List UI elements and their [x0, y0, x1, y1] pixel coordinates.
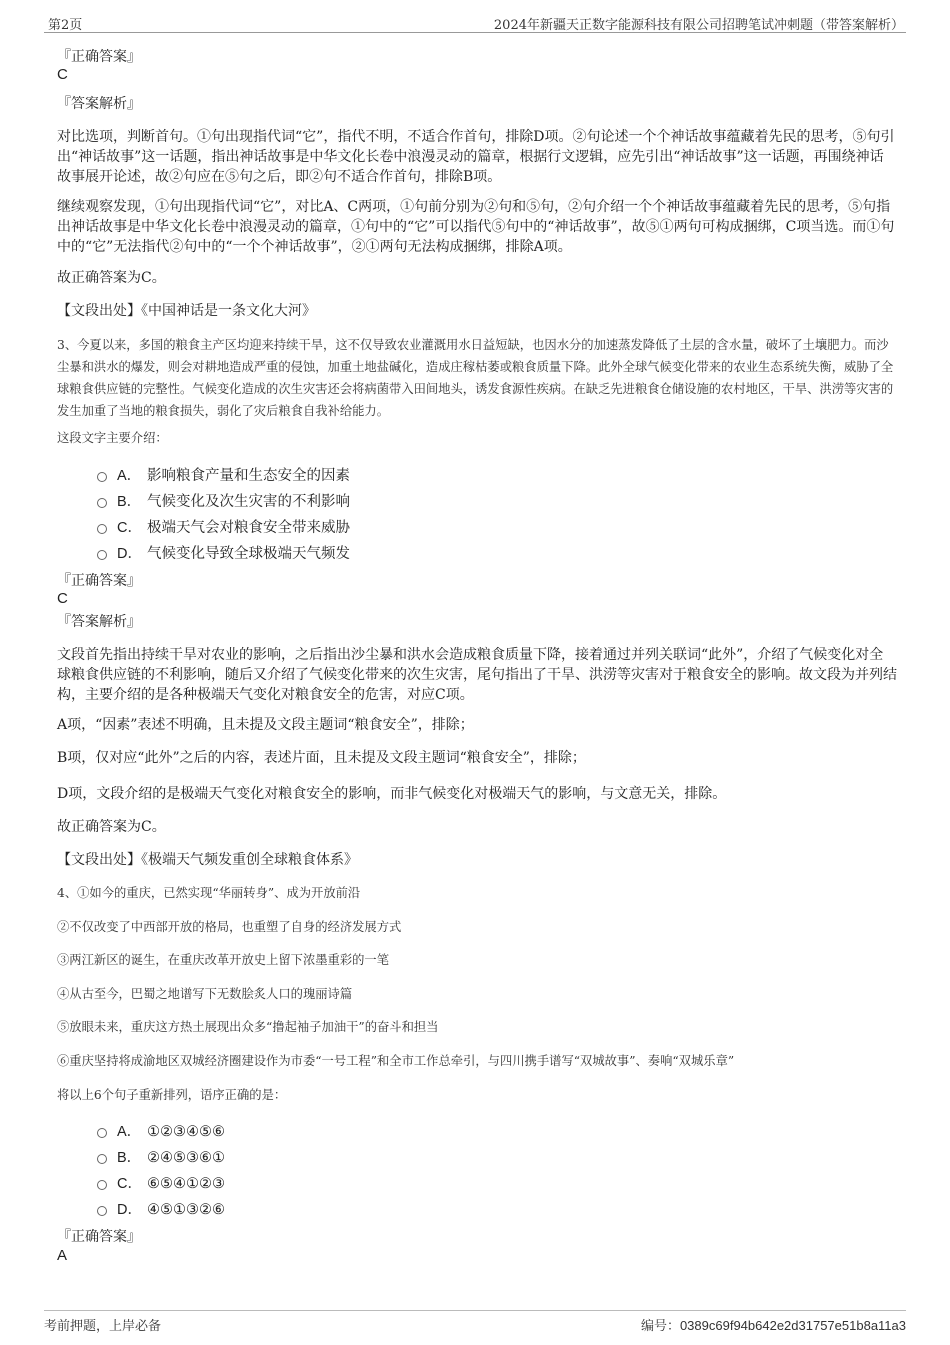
q2-analysis-p1: 对比选项，判断首句。①句出现指代词“它”，指代不明，不适合作首句，排除D项。②句论述一个个神话故事蕴藏着先民的思考，⑤句引出“神话故事”这一话题，指出神话故事是中华文化长卷中浪漫灵动的篇章，根据行文逻辑，应先引出“神话故事”这一话题，再围绕神话故事展开论述，故②句应在⑤句之后，即②句不适合作首句，排除B项。 — [57, 129, 895, 185]
q3-analysis-p3: B项，仅对应“此外”之后的内容，表述片面，且未提及文段主题词“粮食安全”，排除； — [57, 750, 586, 766]
q3-analysis-p2: A项，“因素”表述不明确，且未提及文段主题词“粮食安全”，排除； — [57, 717, 474, 733]
q3-passage: 3、今夏以来，多国的粮食主产区均迎来持续干旱，这不仅导致农业灌溉用水日益短缺，也因水分的加速蒸发降低了土层的含水量，破坏了土壤肥力。而沙尘暴和洪水的爆发，则会对耕地造成严重的侵蚀，加重土地盐碱化，造成庄稼枯萎或粮食质量下降。此外全球气候变化带来的农业生态系统失衡，威胁了全球粮食供应链的完整性。气候变化造成的次生灾害还会将病菌带入田间地头，诱发食源性疾病。在缺乏先进粮食仓储设施的农村地区，干旱、洪涝等灾害的发生加重了当地的粮食损失，弱化了灾后粮食自我补给能力。 — [57, 338, 894, 418]
q3-option-d[interactable]: D． 气候变化导致全球极端天气频发 — [97, 544, 350, 564]
q2-analysis-p3: 故正确答案为C。 — [57, 270, 166, 286]
q4-option-d[interactable]: D． ④⑤①③②⑥ — [97, 1200, 225, 1220]
q3-option-c[interactable]: C． 极端天气会对粮食安全带来威胁 — [97, 518, 350, 538]
q2-source: 【文段出处】《中国神话是一条文化大河》 — [57, 303, 316, 319]
q3-analysis-p5: 故正确答案为C。 — [57, 819, 166, 835]
q2-analysis-p2: 继续观察发现，①句出现指代词“它”，对比A、C两项，①句前分别为②句和⑤句，②句介绍一个个神话故事蕴藏着先民的思考，⑤句指出神话故事是中华文化长卷中浪漫灵动的篇章，①句中的“它”可以指代⑤句中的“神话故事”，故⑤①两句可构成捆绑，C项当选。而①句中的“它”无法指代②句中的“一个个神话故事”，②①两句无法构成捆绑，排除A项。 — [57, 199, 895, 255]
q2-correct-answer-label: 『正确答案』 — [57, 49, 141, 65]
footer-serial — [641, 1315, 906, 1334]
q3-analysis-p1: 文段首先指出持续干旱对农业的影响，之后指出沙尘暴和洪水会造成粮食质量下降，接着通过并列关联词“此外”，介绍了气候变化对全球粮食供应链的不利影响，随后又介绍了气候变化带来的次生灾害，尾句指出了干旱、洪涝等灾害对于粮食安全的影响。故文段为并列结构，主要介绍的是各种极端天气变化对粮食安全的危害，对应C项。 — [57, 647, 897, 703]
q3-analysis-label: 『答案解析』 — [57, 614, 141, 630]
q3-answer: C — [57, 590, 68, 607]
page-footer — [44, 1310, 906, 1335]
q3-correct-answer-label: 『正确答案』 — [57, 573, 141, 589]
radio-icon[interactable] — [97, 1154, 107, 1164]
radio-icon[interactable] — [97, 498, 107, 508]
q3-source: 【文段出处】《极端天气频发重创全球粮食体系》 — [57, 852, 358, 868]
radio-icon[interactable] — [97, 1180, 107, 1190]
q4-stem: 将以上6个句子重新排列，语序正确的是： — [57, 1088, 287, 1102]
q4-sentence-2: ②不仅改变了中西部开放的格局，也重塑了自身的经济发展方式 — [57, 920, 402, 934]
radio-icon[interactable] — [97, 524, 107, 534]
document-title: 2024年新疆天正数字能源科技有限公司招聘笔试冲刺题（带答案解析） — [493, 18, 904, 33]
q3-analysis-p4: D项，文段介绍的是极端天气变化对粮食安全的影响，而非气候变化对极端天气的影响，与文意无关，排除。 — [57, 786, 727, 802]
q4-sentence-5: ⑤放眼未来，重庆这方热土展现出众多“撸起袖子加油干”的奋斗和担当 — [57, 1020, 439, 1034]
radio-icon[interactable] — [97, 1206, 107, 1216]
q3-option-a[interactable]: A． 影响粮食产量和生态安全的因素 — [97, 466, 350, 486]
q4-sentence-1: 4、①如今的重庆，已然实现“华丽转身”、成为开放前沿 — [57, 886, 361, 900]
page-header — [44, 10, 906, 33]
q4-sentence-6: ⑥重庆坚持将成渝地区双城经济圈建设作为市委“一号工程”和全市工作总牵引，与四川携手谱写“双城故事”、奏响“双城乐章” — [57, 1054, 735, 1068]
q4-answer: A — [57, 1247, 68, 1264]
q4-sentence-3: ③两江新区的诞生，在重庆改革开放史上留下浓墨重彩的一笔 — [57, 953, 390, 967]
q2-analysis-label: 『答案解析』 — [57, 96, 141, 112]
q2-answer: C — [57, 66, 68, 83]
q4-correct-answer-label: 『正确答案』 — [57, 1229, 141, 1245]
q3-stem: 这段文字主要介绍： — [57, 431, 168, 445]
footer-serial-code: 0389c69f94b642e2d31757e51b8a11a3 — [679, 1318, 906, 1333]
q4-option-b[interactable]: B． ②④⑤③⑥① — [97, 1148, 225, 1168]
q4-option-c[interactable]: C． ⑥⑤④①②③ — [97, 1174, 225, 1194]
footer-slogan: 考前押题，上岸必备 — [44, 1319, 162, 1334]
radio-icon[interactable] — [97, 550, 107, 560]
page-number: 第2页 — [48, 18, 83, 33]
q4-sentence-4: ④从古至今，巴蜀之地谱写下无数脍炙人口的瑰丽诗篇 — [57, 987, 353, 1001]
radio-icon[interactable] — [97, 1128, 107, 1138]
radio-icon[interactable] — [97, 472, 107, 482]
footer-serial-label: 编号： — [640, 1319, 680, 1334]
q3-option-b[interactable]: B． 气候变化及次生灾害的不利影响 — [97, 492, 350, 512]
q4-option-a[interactable]: A． ①②③④⑤⑥ — [97, 1122, 225, 1142]
